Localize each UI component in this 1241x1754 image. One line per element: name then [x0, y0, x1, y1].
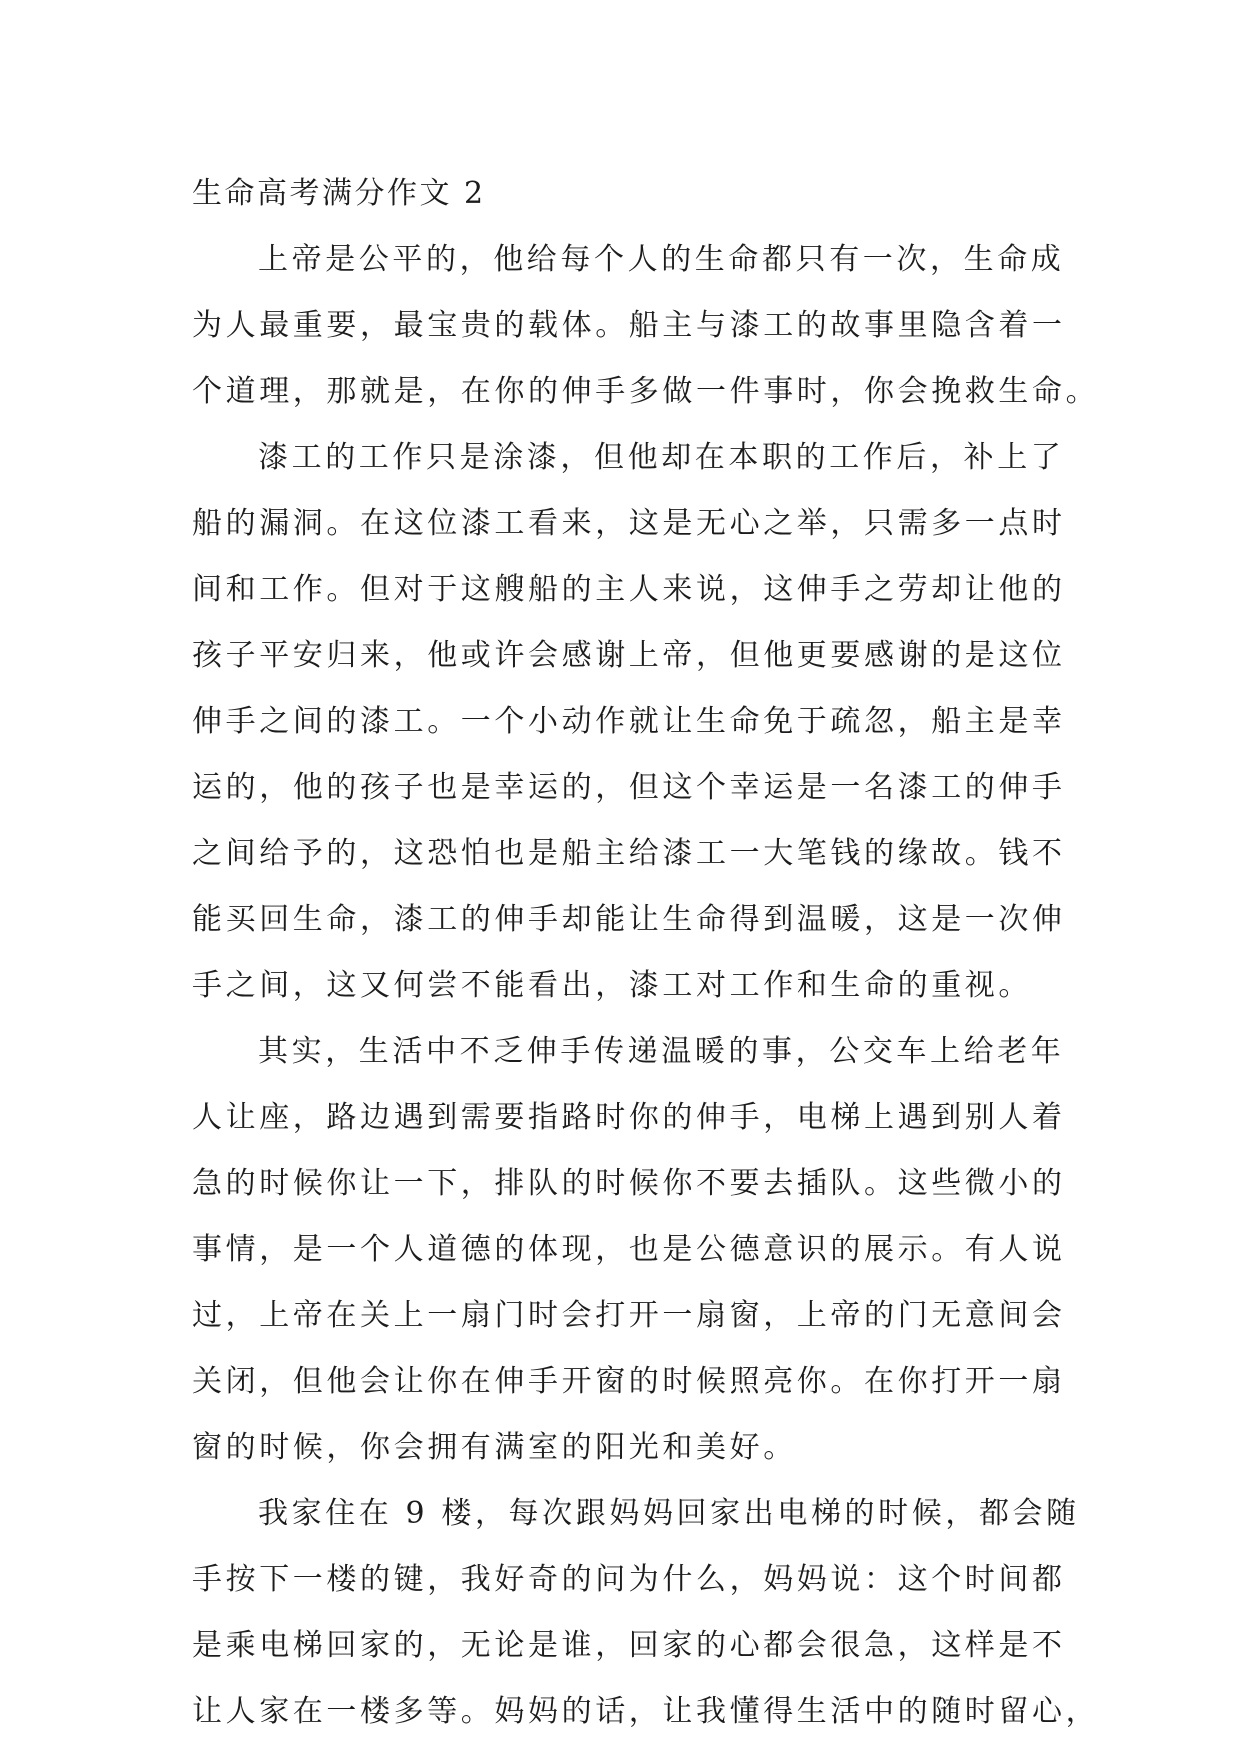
paragraph-1-line-1: 上帝是公平的，他给每个人的生命都只有一次，生命成 — [258, 242, 1065, 277]
paragraph-3-line-2: 人让座，路边遇到需要指路时你的伸手，电梯上遇到别人着 — [192, 1100, 1066, 1135]
paragraph-2-line-2: 船的漏洞。在这位漆工看来，这是无心之举，只需多一点时 — [192, 506, 1066, 541]
paragraph-3-line-3: 急的时候你让一下，排队的时候你不要去插队。这些微小的 — [192, 1166, 1066, 1201]
paragraph-2-line-9: 手之间，这又何尝不能看出，漆工对工作和生命的重视。 — [192, 968, 1032, 1003]
paragraph-3-line-4: 事情，是一个人道德的体现，也是公德意识的展示。有人说 — [192, 1232, 1066, 1267]
paragraph-4-line-1: 我家住在 9 楼，每次跟妈妈回家出电梯的时候，都会随 — [258, 1496, 1080, 1531]
paragraph-2-line-3: 间和工作。但对于这艘船的主人来说，这伸手之劳却让他的 — [192, 572, 1066, 607]
essay-body — [192, 161, 1100, 1745]
paragraph-3-line-5: 过，上帝在关上一扇门时会打开一扇窗，上帝的门无意间会 — [192, 1298, 1066, 1333]
paragraph-2-line-7: 之间给予的，这恐怕也是船主给漆工一大笔钱的缘故。钱不 — [192, 836, 1066, 871]
paragraph-2-line-8: 能买回生命，漆工的伸手却能让生命得到温暖，这是一次伸 — [192, 902, 1066, 937]
paragraph-3-line-1: 其实，生活中不乏伸手传递温暖的事，公交车上给老年 — [258, 1034, 1065, 1069]
paragraph-4-line-4: 让人家在一楼多等。妈妈的话，让我懂得生活中的随时留心， — [192, 1694, 1100, 1729]
paragraph-2-line-5: 伸手之间的漆工。一个小动作就让生命免于疏忽，船主是幸 — [192, 704, 1066, 739]
paragraph-3-line-6: 关闭，但他会让你在伸手开窗的时候照亮你。在你打开一扇 — [192, 1364, 1066, 1399]
paragraph-2-line-1: 漆工的工作只是涂漆，但他却在本职的工作后，补上了 — [258, 440, 1065, 475]
paragraph-2-line-4: 孩子平安归来，他或许会感谢上帝，但他更要感谢的是这位 — [192, 638, 1066, 673]
paragraph-3-line-7: 窗的时候，你会拥有满室的阳光和美好。 — [192, 1430, 797, 1465]
paragraph-4-line-2: 手按下一楼的键，我好奇的问为什么，妈妈说：这个时间都 — [192, 1562, 1066, 1597]
paragraph-4-line-3: 是乘电梯回家的，无论是谁，回家的心都会很急，这样是不 — [192, 1628, 1066, 1663]
essay-title: 生命高考满分作文 2 — [192, 176, 486, 211]
paragraph-1-line-2: 为人最重要，最宝贵的载体。船主与漆工的故事里隐含着一 — [192, 308, 1066, 343]
paragraph-2-line-6: 运的，他的孩子也是幸运的，但这个幸运是一名漆工的伸手 — [192, 770, 1066, 805]
paragraph-1-line-3: 个道理，那就是，在你的伸手多做一件事时，你会挽救生命。 — [192, 374, 1100, 409]
